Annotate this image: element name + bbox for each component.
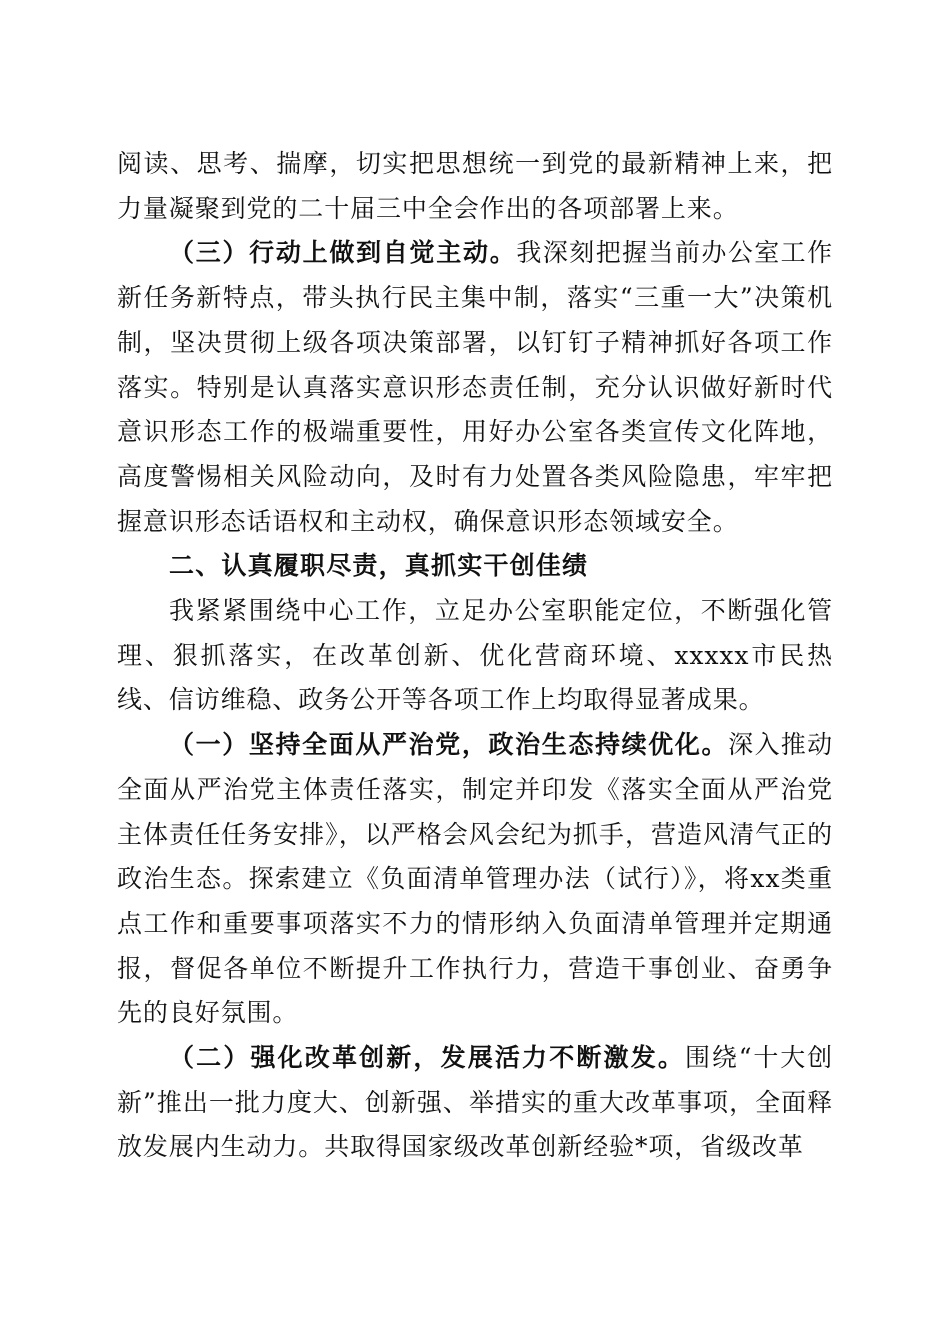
paragraph-section-intro: 我紧紧围绕中心工作，立足办公室职能定位，不断强化管理、狠抓落实，在改革创新、优化营商环境、xxxxx市民热线、信访维稳、政务公开等各项工作上均取得显著成果。 <box>117 596 833 715</box>
paragraph-continuation: 阅读、思考、揣摩，切实把思想统一到党的最新精神上来，把力量凝聚到党的二十届三中全会作出的各项部署上来。 <box>117 149 833 223</box>
paragraph-body-text: 我深刻把握当前办公室工作新任务新特点，带头执行民主集中制，落实“三重一大”决策机制，坚决贯彻上级各项决策部署，以钉钉子精神抓好各项工作落实。特别是认真落实意识形态责任制，充分认识做好新时代意识形态工作的极端重要性，用好办公室各类宣传文化阵地，高度警惕相关风险动向，及时有力处置各类风险隐患，牢牢把握意识形态话语权和主动权，确保意识形态领域安全。 <box>117 238 833 536</box>
section-heading-two: 二、认真履职尽责，真抓实干创佳绩 <box>169 551 589 581</box>
paragraph-body-text: 深入推动全面从严治党主体责任落实，制定并印发《落实全面从严治党主体责任任务安排》，以严格会风会纪为抓手，营造风清气正的政治生态。探索建立《负面清单管理办法（试行）》，将xx类重点工作和重要事项落实不力的情形纳入负面清单管理并定期通报，督促各单位不断提升工作执行力，营造干事创业、奋勇争先的良好氛围。 <box>117 730 833 1028</box>
document-page <box>117 142 833 1170</box>
paragraph-reform-innovation <box>117 1036 833 1170</box>
subsection-heading-three: （三）行动上做到自觉主动。 <box>169 238 517 268</box>
paragraph-action-consciousness <box>117 231 833 544</box>
paragraph-body-text: 围绕“十大创新”推出一批力度大、创新强、举措实的重大改革事项，全面释放发展内生动力。共取得国家级改革创新经验*项，省级改革 <box>117 1043 833 1162</box>
paragraph-party-governance <box>117 723 833 1036</box>
subsection-heading-one: （一）坚持全面从严治党，政治生态持续优化。 <box>169 730 729 760</box>
subsection-heading-two: （二）强化改革创新，发展活力不断激发。 <box>169 1043 686 1073</box>
